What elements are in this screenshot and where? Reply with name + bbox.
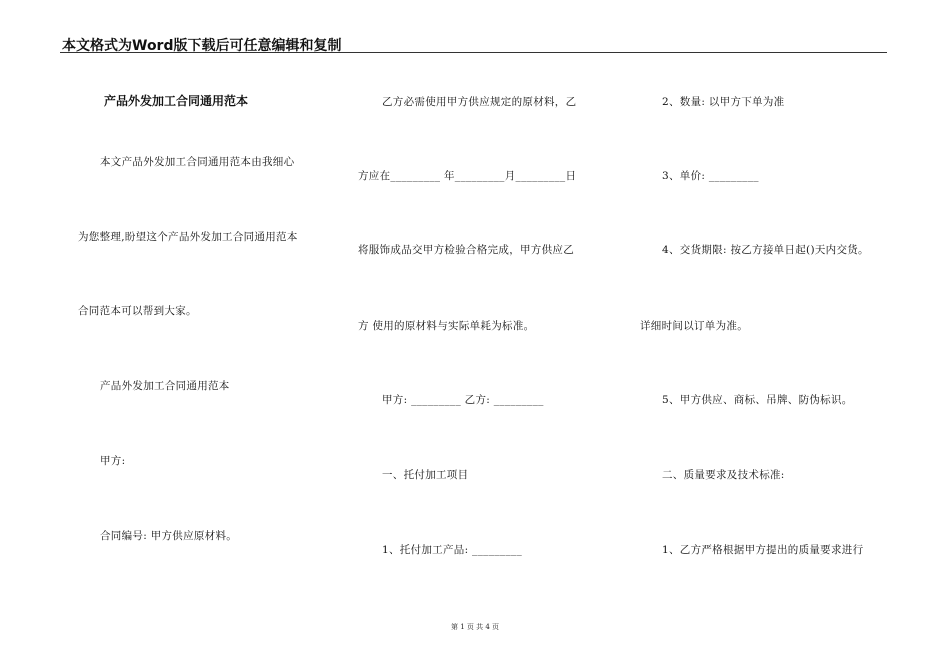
paragraph-line: 合同编号: 甲方供应原材料。 <box>100 530 238 542</box>
paragraph-line: 甲方: <box>100 455 126 467</box>
paragraph-line: 方应在_________ 年_________月_________日 <box>358 170 577 182</box>
paragraph-line: 产品外发加工合同通用范本 <box>100 380 230 392</box>
page-number: 第 1 页 共 4 页 <box>450 623 500 631</box>
section-heading: 二、质量要求及技术标准: <box>662 469 785 481</box>
paragraph-line: 1、托付加工产品: _________ <box>382 544 523 556</box>
paragraph-line: 5、甲方供应、商标、吊牌、防伪标识。 <box>662 394 853 406</box>
paragraph-line: 本文产品外发加工合同通用范本由我细心 <box>100 156 295 168</box>
paragraph-line: 乙方必需使用甲方供应规定的原材料，乙 <box>382 96 577 108</box>
paragraph-line: 2、数量: 以甲方下单为准 <box>662 96 785 108</box>
paragraph-line: 1、乙方严格根据甲方提出的质量要求进行 <box>662 544 864 556</box>
header-rule <box>60 52 887 53</box>
paragraph-line: 方 使用的原材料与实际单耗为标准。 <box>358 320 535 332</box>
header-banner: 本文格式为Word版下载后可任意编辑和复制 <box>62 38 342 54</box>
paragraph-line: 为您整理,盼望这个产品外发加工合同通用范本 <box>78 231 298 243</box>
paragraph-line: 将服饰成品交甲方检验合格完成，甲方供应乙 <box>358 244 574 256</box>
paragraph-line: 4、交货期限: 按乙方接单日起()天内交货。 <box>662 244 869 256</box>
paragraph-line: 合同范本可以帮到大家。 <box>78 305 197 317</box>
paragraph-line: 3、单价: _________ <box>662 170 759 182</box>
paragraph-line: 甲方: _________ 乙方: _________ <box>382 394 544 406</box>
paragraph-line: 详细时间以订单为准。 <box>640 320 748 332</box>
document-title: 产品外发加工合同通用范本 <box>104 94 249 108</box>
section-heading: 一、托付加工项目 <box>382 469 469 481</box>
